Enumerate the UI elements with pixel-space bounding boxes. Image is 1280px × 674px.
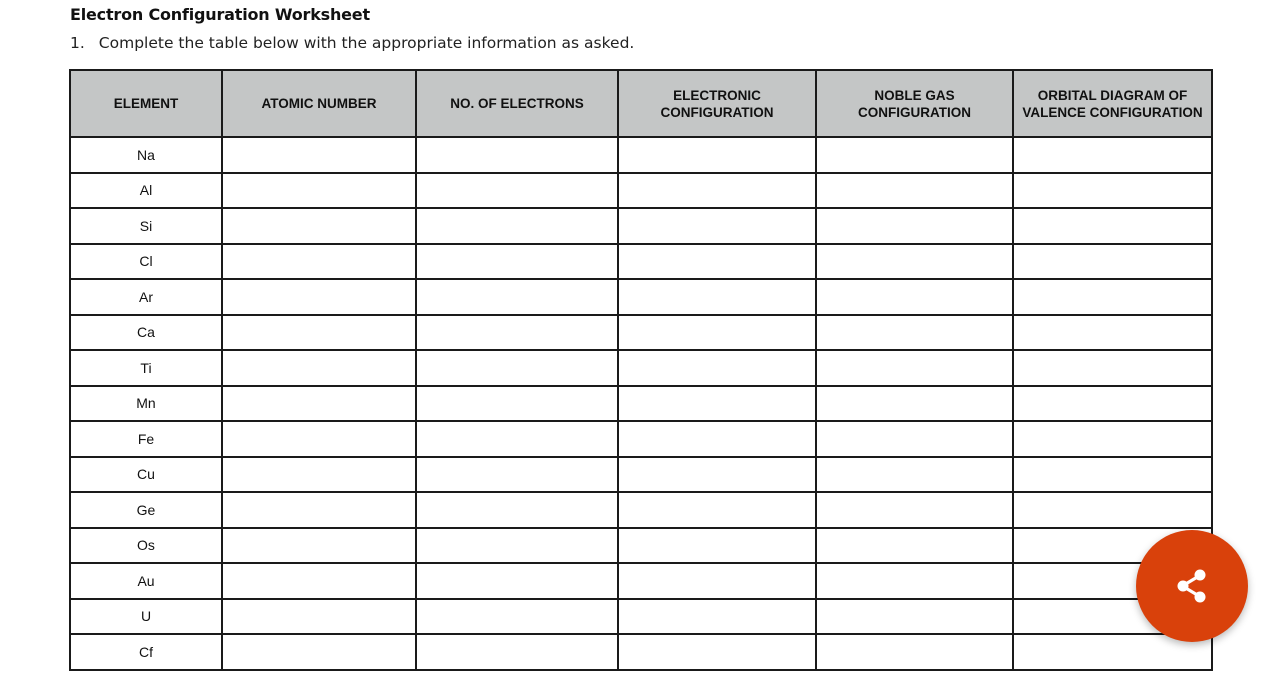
element-cell: Ge: [70, 492, 222, 528]
no-of-electrons-cell[interactable]: [416, 315, 618, 351]
table-row: [70, 492, 1212, 528]
orbital-diagram-cell[interactable]: [1013, 350, 1212, 386]
worksheet-title: Electron Configuration Worksheet: [70, 5, 370, 24]
no-of-electrons-cell[interactable]: [416, 350, 618, 386]
element-cell: Si: [70, 208, 222, 244]
no-of-electrons-cell[interactable]: [416, 137, 618, 173]
noble-gas-configuration-cell[interactable]: [816, 173, 1013, 209]
element-cell: U: [70, 599, 222, 635]
no-of-electrons-cell[interactable]: [416, 563, 618, 599]
table-row: [70, 563, 1212, 599]
header-element: ELEMENT: [70, 70, 222, 137]
worksheet-table: [69, 69, 1213, 671]
noble-gas-configuration-cell[interactable]: [816, 528, 1013, 564]
table-row: [70, 137, 1212, 173]
electronic-configuration-cell[interactable]: [618, 421, 816, 457]
element-cell: Ar: [70, 279, 222, 315]
element-cell: Na: [70, 137, 222, 173]
noble-gas-configuration-cell[interactable]: [816, 634, 1013, 670]
table-header-row: [70, 70, 1212, 137]
atomic-number-cell[interactable]: [222, 208, 416, 244]
atomic-number-cell[interactable]: [222, 492, 416, 528]
no-of-electrons-cell[interactable]: [416, 208, 618, 244]
electronic-configuration-cell[interactable]: [618, 492, 816, 528]
noble-gas-configuration-cell[interactable]: [816, 386, 1013, 422]
noble-gas-configuration-cell[interactable]: [816, 208, 1013, 244]
electronic-configuration-cell[interactable]: [618, 137, 816, 173]
electronic-configuration-cell[interactable]: [618, 208, 816, 244]
no-of-electrons-cell[interactable]: [416, 457, 618, 493]
atomic-number-cell[interactable]: [222, 137, 416, 173]
electronic-configuration-cell[interactable]: [618, 634, 816, 670]
element-cell: Mn: [70, 386, 222, 422]
electronic-configuration-cell[interactable]: [618, 563, 816, 599]
noble-gas-configuration-cell[interactable]: [816, 492, 1013, 528]
noble-gas-configuration-cell[interactable]: [816, 279, 1013, 315]
element-cell: Al: [70, 173, 222, 209]
element-cell: Fe: [70, 421, 222, 457]
orbital-diagram-cell[interactable]: [1013, 244, 1212, 280]
table-row: [70, 457, 1212, 493]
instruction: [70, 34, 634, 52]
electronic-configuration-cell[interactable]: [618, 386, 816, 422]
noble-gas-configuration-cell[interactable]: [816, 350, 1013, 386]
noble-gas-configuration-cell[interactable]: [816, 421, 1013, 457]
no-of-electrons-cell[interactable]: [416, 244, 618, 280]
no-of-electrons-cell[interactable]: [416, 528, 618, 564]
atomic-number-cell[interactable]: [222, 528, 416, 564]
no-of-electrons-cell[interactable]: [416, 386, 618, 422]
atomic-number-cell[interactable]: [222, 279, 416, 315]
instruction-number: 1.: [70, 34, 85, 52]
share-icon: [1172, 566, 1212, 606]
noble-gas-configuration-cell[interactable]: [816, 457, 1013, 493]
atomic-number-cell[interactable]: [222, 421, 416, 457]
header-no-of-electrons: NO. OF ELECTRONS: [416, 70, 618, 137]
atomic-number-cell[interactable]: [222, 634, 416, 670]
electronic-configuration-cell[interactable]: [618, 279, 816, 315]
atomic-number-cell[interactable]: [222, 244, 416, 280]
atomic-number-cell[interactable]: [222, 457, 416, 493]
header-atomic-number: ATOMIC NUMBER: [222, 70, 416, 137]
noble-gas-configuration-cell[interactable]: [816, 563, 1013, 599]
no-of-electrons-cell[interactable]: [416, 599, 618, 635]
no-of-electrons-cell[interactable]: [416, 279, 618, 315]
element-cell: Ti: [70, 350, 222, 386]
electronic-configuration-cell[interactable]: [618, 457, 816, 493]
electronic-configuration-cell[interactable]: [618, 315, 816, 351]
element-cell: Au: [70, 563, 222, 599]
noble-gas-configuration-cell[interactable]: [816, 244, 1013, 280]
element-cell: Os: [70, 528, 222, 564]
instruction-text: Complete the table below with the appropriate information as asked.: [98, 34, 635, 52]
electronic-configuration-cell[interactable]: [618, 350, 816, 386]
atomic-number-cell[interactable]: [222, 315, 416, 351]
orbital-diagram-cell[interactable]: [1013, 457, 1212, 493]
noble-gas-configuration-cell[interactable]: [816, 137, 1013, 173]
table-row: [70, 421, 1212, 457]
no-of-electrons-cell[interactable]: [416, 421, 618, 457]
orbital-diagram-cell[interactable]: [1013, 173, 1212, 209]
element-cell: Cl: [70, 244, 222, 280]
atomic-number-cell[interactable]: [222, 599, 416, 635]
orbital-diagram-cell[interactable]: [1013, 492, 1212, 528]
table-row: [70, 208, 1212, 244]
atomic-number-cell[interactable]: [222, 173, 416, 209]
atomic-number-cell[interactable]: [222, 350, 416, 386]
element-cell: Cf: [70, 634, 222, 670]
no-of-electrons-cell[interactable]: [416, 173, 618, 209]
no-of-electrons-cell[interactable]: [416, 492, 618, 528]
orbital-diagram-cell[interactable]: [1013, 386, 1212, 422]
table-row: [70, 173, 1212, 209]
orbital-diagram-cell[interactable]: [1013, 137, 1212, 173]
orbital-diagram-cell[interactable]: [1013, 315, 1212, 351]
header-electronic-configuration: ELECTRONIC CONFIGURATION: [618, 70, 816, 137]
no-of-electrons-cell[interactable]: [416, 634, 618, 670]
noble-gas-configuration-cell[interactable]: [816, 599, 1013, 635]
table-row: [70, 315, 1212, 351]
orbital-diagram-cell[interactable]: [1013, 421, 1212, 457]
header-orbital-diagram: ORBITAL DIAGRAM OF VALENCE CONFIGURATION: [1013, 70, 1212, 137]
share-button[interactable]: [1136, 530, 1248, 642]
table-body: [70, 137, 1212, 670]
noble-gas-configuration-cell[interactable]: [816, 315, 1013, 351]
element-cell: Ca: [70, 315, 222, 351]
table-row: [70, 386, 1212, 422]
table-row: [70, 244, 1212, 280]
electronic-configuration-cell[interactable]: [618, 599, 816, 635]
table-row: [70, 528, 1212, 564]
electronic-configuration-cell[interactable]: [618, 173, 816, 209]
orbital-diagram-cell[interactable]: [1013, 208, 1212, 244]
electronic-configuration-cell[interactable]: [618, 528, 816, 564]
table-row: [70, 350, 1212, 386]
atomic-number-cell[interactable]: [222, 563, 416, 599]
table-row: [70, 279, 1212, 315]
element-cell: Cu: [70, 457, 222, 493]
orbital-diagram-cell[interactable]: [1013, 279, 1212, 315]
table-row: [70, 634, 1212, 670]
table-row: [70, 599, 1212, 635]
header-noble-gas-configuration: NOBLE GAS CONFIGURATION: [816, 70, 1013, 137]
atomic-number-cell[interactable]: [222, 386, 416, 422]
electronic-configuration-cell[interactable]: [618, 244, 816, 280]
